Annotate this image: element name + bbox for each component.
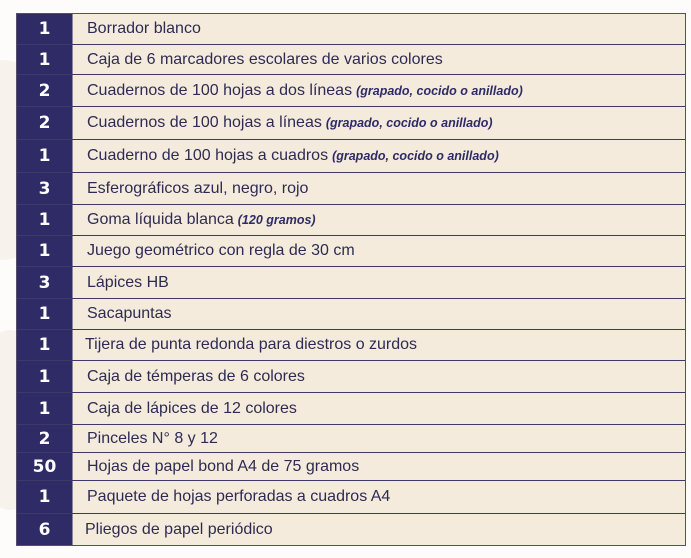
description-cell bbox=[73, 75, 685, 106]
quantity-cell: 1 bbox=[17, 330, 73, 360]
item-description: Caja de témperas de 6 colores bbox=[87, 367, 305, 385]
quantity-cell: 3 bbox=[17, 173, 73, 204]
quantity-cell: 1 bbox=[17, 140, 73, 172]
table-row bbox=[17, 75, 685, 107]
item-note: (grapado, cocido o anillado) bbox=[332, 149, 499, 163]
item-note: (120 gramos) bbox=[237, 213, 316, 227]
item-description: Caja de 6 marcadores escolares de varios colores bbox=[87, 50, 443, 68]
quantity-cell: 1 bbox=[17, 14, 73, 44]
item-description: Paquete de hojas perforadas a cuadros A4 bbox=[87, 488, 391, 505]
table-row bbox=[17, 299, 685, 330]
description-cell bbox=[73, 330, 685, 360]
table-row bbox=[17, 14, 685, 45]
description-cell bbox=[73, 361, 685, 392]
item-description: Esferográficos azul, negro, rojo bbox=[87, 179, 309, 197]
table-row bbox=[17, 45, 685, 75]
item-description: Cuadernos de 100 hojas a líneas bbox=[87, 114, 322, 131]
table-row bbox=[17, 107, 685, 140]
item-description: Pliegos de papel periódico bbox=[85, 520, 273, 538]
description-cell bbox=[73, 453, 685, 480]
description-cell bbox=[73, 173, 685, 204]
description-cell bbox=[73, 481, 685, 513]
description-cell bbox=[73, 514, 685, 545]
table-row bbox=[17, 393, 685, 425]
quantity-cell: 6 bbox=[17, 514, 73, 545]
table-row bbox=[17, 267, 685, 299]
quantity-cell: 2 bbox=[17, 107, 73, 139]
quantity-cell: 1 bbox=[17, 45, 73, 74]
description-cell bbox=[73, 107, 685, 139]
description-cell bbox=[73, 14, 685, 44]
quantity-cell: 1 bbox=[17, 361, 73, 392]
description-cell bbox=[73, 393, 685, 424]
quantity-cell: 3 bbox=[17, 267, 73, 298]
quantity-cell: 50 bbox=[17, 453, 73, 480]
quantity-cell: 1 bbox=[17, 299, 73, 329]
school-supply-table bbox=[16, 13, 686, 546]
description-cell bbox=[73, 205, 685, 235]
item-description: Goma líquida blanca bbox=[87, 211, 234, 228]
table-row bbox=[17, 514, 685, 545]
item-description: Cuadernos de 100 hojas a dos líneas bbox=[87, 81, 353, 99]
quantity-cell: 1 bbox=[17, 205, 73, 235]
table-row bbox=[17, 361, 685, 393]
item-description: Sacapuntas bbox=[87, 305, 172, 322]
quantity-cell: 1 bbox=[17, 481, 73, 513]
quantity-cell: 2 bbox=[17, 75, 73, 106]
item-description: Cuaderno de 100 hojas a cuadros bbox=[87, 147, 329, 164]
item-description: Juego geométrico con regla de 30 cm bbox=[87, 242, 355, 259]
item-description: Hojas de papel bond A4 de 75 gramos bbox=[87, 457, 360, 475]
table-row bbox=[17, 481, 685, 514]
item-description: Borrador blanco bbox=[87, 20, 201, 37]
item-description: Pinceles N° 8 y 12 bbox=[87, 429, 218, 447]
quantity-cell: 1 bbox=[17, 393, 73, 424]
quantity-cell: 2 bbox=[17, 425, 73, 452]
table-row bbox=[17, 453, 685, 481]
item-description: Lápices HB bbox=[87, 273, 169, 291]
item-description: Caja de lápices de 12 colores bbox=[87, 399, 297, 417]
description-cell bbox=[73, 45, 685, 74]
item-note: (grapado, cocido o anillado) bbox=[325, 116, 493, 130]
table-row bbox=[17, 236, 685, 267]
table-row bbox=[17, 173, 685, 205]
item-description: Tijera de punta redonda para diestros o zurdos bbox=[85, 336, 418, 353]
quantity-cell: 1 bbox=[17, 236, 73, 266]
description-cell bbox=[73, 236, 685, 266]
description-cell bbox=[73, 267, 685, 298]
table-row bbox=[17, 330, 685, 361]
table-row bbox=[17, 425, 685, 453]
table-row bbox=[17, 205, 685, 236]
description-cell bbox=[73, 425, 685, 452]
table-row bbox=[17, 140, 685, 173]
description-cell bbox=[73, 140, 685, 172]
description-cell bbox=[73, 299, 685, 329]
item-note: (grapado, cocido o anillado) bbox=[356, 83, 523, 98]
